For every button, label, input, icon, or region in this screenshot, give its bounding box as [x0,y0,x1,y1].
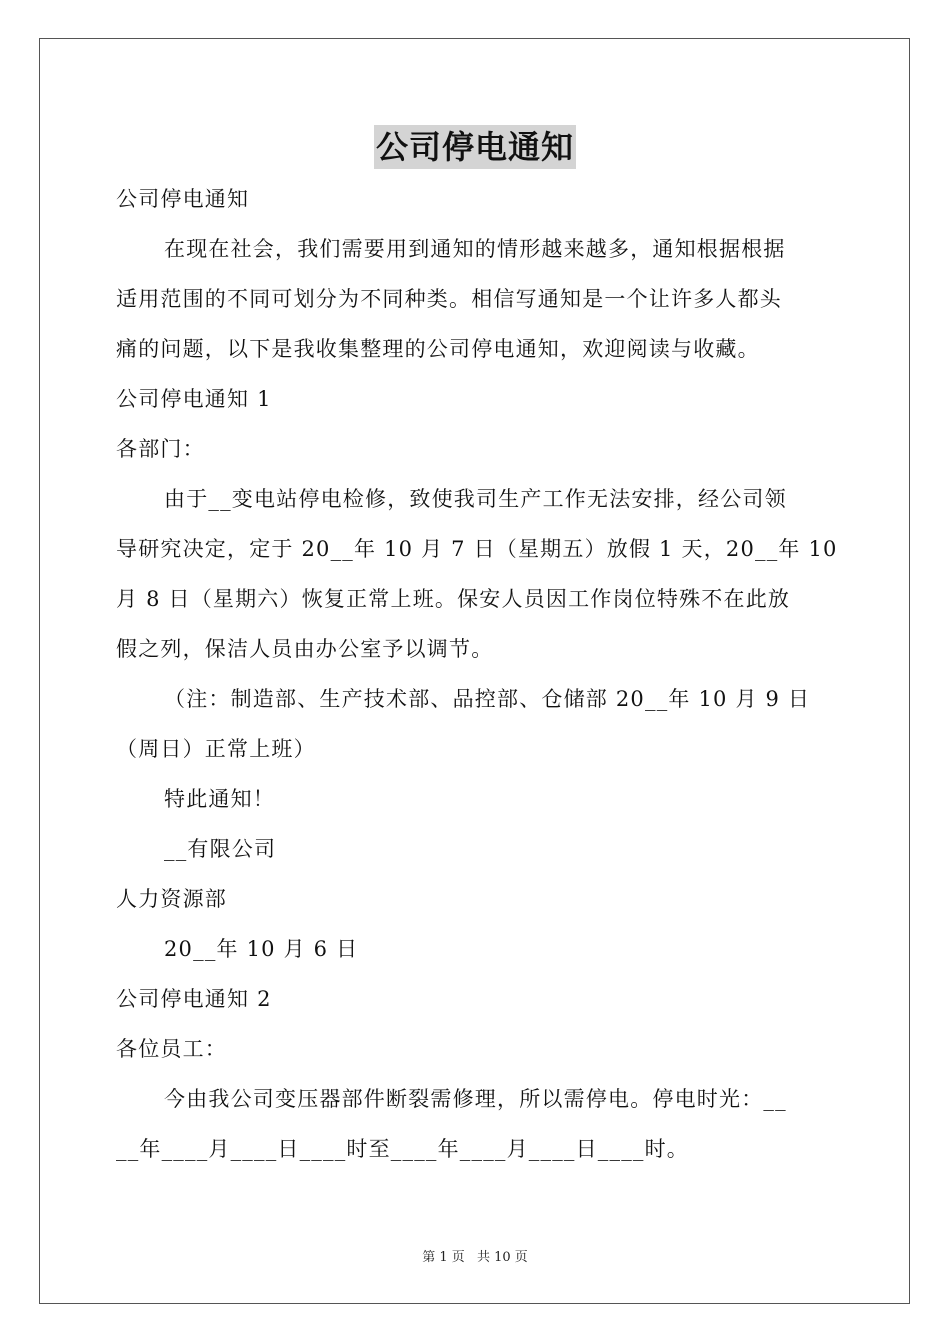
document-body [116,174,838,1174]
section-heading: 公司停电通知 [116,187,250,211]
title-container [0,125,950,169]
company-signature: __有限公司 [164,837,277,861]
paragraph-line: 在现在社会，我们需要用到通知的情形越来越多，通知根据根据 [164,237,786,261]
paragraph-line: 痛的问题，以下是我收集整理的公司停电通知，欢迎阅读与收藏。 [116,337,760,361]
paragraph-line: 月 8 日（星期六）恢复正常上班。保安人员因工作岗位特殊不在此放 [116,587,791,611]
section-heading: 公司停电通知 1 [116,387,272,411]
closing-line: 特此通知！ [164,787,275,811]
salutation: 各位员工： [116,1037,227,1061]
salutation: 各部门： [116,437,205,461]
document-title: 公司停电通知 [374,125,576,169]
paragraph-line: __年____月____日____时至____年____月____日____时。 [116,1137,689,1161]
page-footer [0,1246,950,1265]
paragraph-line: 假之列，保洁人员由办公室予以调节。 [116,637,494,661]
paragraph-line: 今由我公司变压器部件断裂需修理，所以需停电。停电时光：__ [164,1087,787,1111]
paragraph-line: 由于__变电站停电检修，致使我司生产工作无法安排，经公司领 [164,487,787,511]
department-signature: 人力资源部 [116,887,227,911]
paragraph-line: 导研究决定，定于 20__年 10 月 7 日（星期五）放假 1 天，20__年 10 [116,537,838,561]
page-total: 共 10 页 [476,1250,528,1265]
signature-date: 20__年 10 月 6 日 [164,937,359,961]
note-line: （周日）正常上班） [116,737,316,761]
note-line: （注：制造部、生产技术部、品控部、仓储部 20__年 10 月 9 日 [164,687,811,711]
section-heading: 公司停电通知 2 [116,987,272,1011]
page-number: 第 1 页 [422,1250,465,1265]
paragraph-line: 适用范围的不同可划分为不同种类。相信写通知是一个让许多人都头 [116,287,782,311]
